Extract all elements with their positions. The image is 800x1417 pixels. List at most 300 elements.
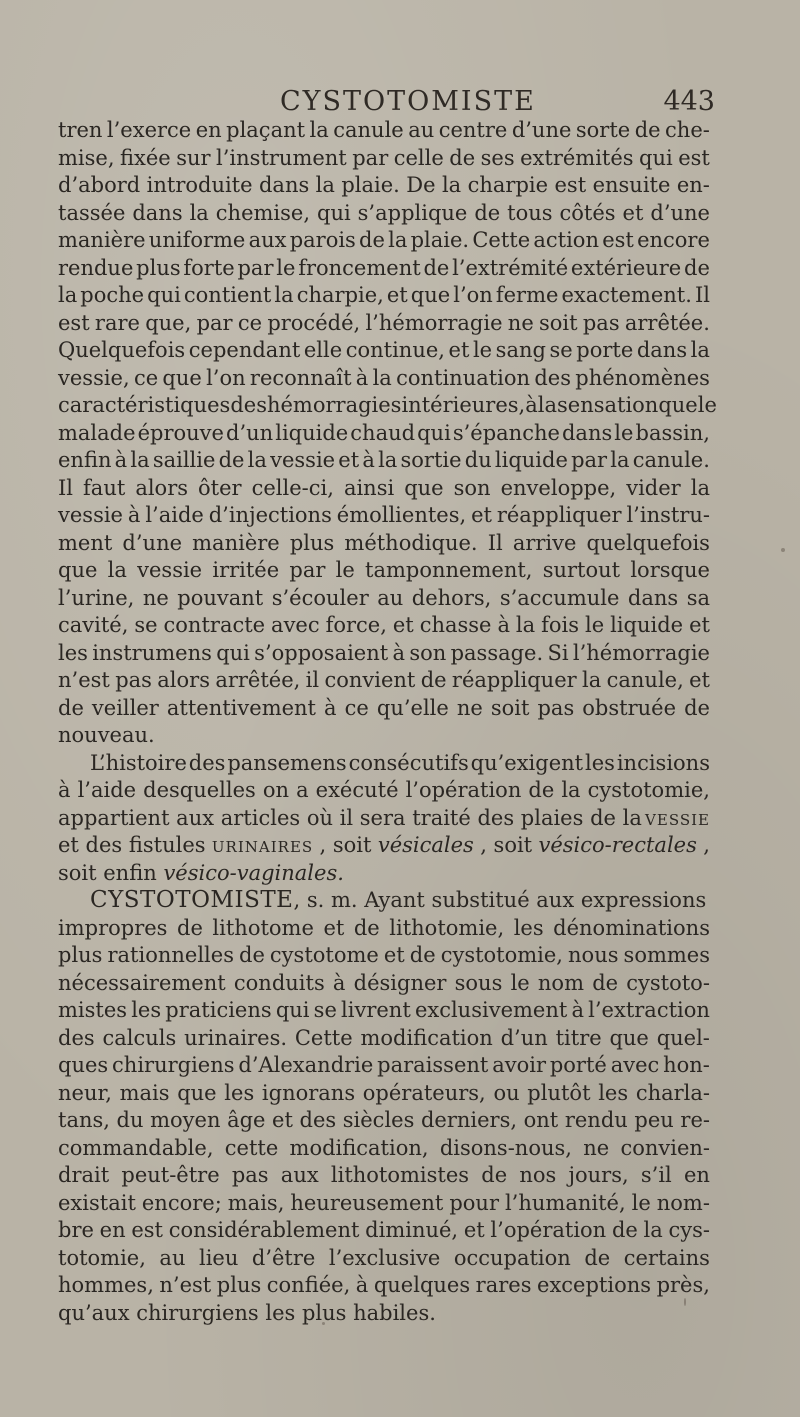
word: à bbox=[58, 778, 71, 802]
word: qui bbox=[317, 200, 351, 225]
word: exclusivement bbox=[414, 998, 568, 1022]
text-line-mixed bbox=[58, 832, 710, 860]
word: ne bbox=[456, 695, 483, 720]
word: tamponnement, bbox=[365, 558, 533, 582]
word: la bbox=[378, 448, 398, 472]
word: de bbox=[239, 943, 265, 967]
word: de bbox=[409, 943, 436, 967]
word: les bbox=[598, 1080, 629, 1105]
word: manière bbox=[192, 530, 280, 555]
word: l’instrument bbox=[216, 145, 347, 170]
text-line bbox=[58, 365, 710, 393]
word: sang bbox=[495, 338, 546, 362]
text-line bbox=[58, 585, 710, 613]
word: le bbox=[697, 393, 717, 417]
word: l’aide bbox=[77, 778, 137, 802]
text-line bbox=[58, 447, 710, 475]
word: hon- bbox=[663, 1053, 710, 1077]
word: impropres bbox=[58, 915, 168, 940]
word: caractéristiques bbox=[58, 393, 231, 417]
word: sous bbox=[454, 970, 503, 995]
word: Il bbox=[694, 283, 710, 307]
word: la bbox=[582, 668, 602, 692]
word: exceptions bbox=[537, 1273, 652, 1297]
text-run: appartient aux articles où il sera traité des plaies de la bbox=[58, 805, 642, 830]
word: derniers, bbox=[420, 1108, 518, 1132]
word: et bbox=[323, 915, 345, 940]
word: enveloppe, bbox=[500, 475, 617, 500]
word: à bbox=[332, 970, 346, 995]
word: l’urine, bbox=[58, 585, 135, 610]
text-line bbox=[58, 942, 710, 970]
running-head: CYSTOTOMISTE bbox=[280, 86, 536, 117]
word: ne bbox=[142, 585, 169, 610]
word: nom- bbox=[656, 1190, 710, 1215]
word: se bbox=[134, 613, 158, 637]
word: des bbox=[58, 1025, 95, 1050]
word: force, bbox=[325, 613, 387, 637]
word: Il bbox=[58, 475, 74, 500]
word: certains bbox=[623, 1245, 710, 1270]
word: intérieures, bbox=[401, 393, 526, 417]
word: rendue bbox=[58, 255, 134, 280]
word: en bbox=[683, 1163, 710, 1187]
word: charpie, bbox=[296, 283, 384, 307]
text-run: , soit bbox=[480, 833, 533, 857]
word: sortie bbox=[400, 448, 462, 472]
text-run: , soit bbox=[319, 833, 372, 857]
word: au bbox=[408, 118, 435, 142]
word: l’extraction bbox=[588, 998, 710, 1022]
word: soit bbox=[539, 310, 578, 335]
text-line bbox=[58, 1217, 710, 1245]
word: procédé, bbox=[267, 310, 361, 335]
word: forte bbox=[183, 255, 235, 280]
word: les bbox=[131, 998, 162, 1022]
word: est bbox=[58, 310, 90, 335]
word: jours, bbox=[568, 1163, 629, 1187]
word: qu’exigent bbox=[470, 750, 584, 775]
word: pouvant bbox=[177, 585, 264, 610]
word: se bbox=[313, 998, 337, 1022]
word: des bbox=[534, 365, 571, 390]
word: s’applique bbox=[357, 200, 468, 225]
word: avec bbox=[271, 613, 320, 637]
word: pas bbox=[582, 310, 620, 335]
word: siècles bbox=[342, 1108, 415, 1132]
text-line bbox=[58, 117, 710, 145]
word: de bbox=[528, 778, 555, 802]
word: dans bbox=[561, 420, 613, 445]
word: mais bbox=[119, 1080, 170, 1105]
word: tous bbox=[507, 200, 553, 225]
word: réappliquer bbox=[451, 668, 577, 692]
word: qu’elle bbox=[376, 695, 449, 720]
word: d’une bbox=[122, 530, 183, 555]
word: dénominations bbox=[553, 915, 710, 940]
word: et bbox=[448, 338, 470, 362]
word: ce bbox=[344, 695, 369, 720]
word: de bbox=[474, 200, 501, 225]
text-line bbox=[58, 1162, 710, 1190]
word: la bbox=[643, 1218, 663, 1242]
word: s’accumule bbox=[499, 585, 620, 610]
word: les bbox=[58, 640, 88, 665]
word: dans bbox=[258, 173, 310, 197]
word: lieu bbox=[198, 1245, 239, 1270]
word: le bbox=[585, 613, 605, 637]
word: du bbox=[116, 1108, 144, 1132]
word: cys- bbox=[668, 1218, 710, 1242]
word: encore; bbox=[141, 1190, 222, 1215]
word: d’injections bbox=[208, 503, 332, 527]
word: s’il bbox=[640, 1163, 672, 1187]
word: plus bbox=[58, 943, 103, 967]
word: parois bbox=[289, 228, 356, 252]
word: et bbox=[463, 1218, 485, 1242]
word: la bbox=[107, 558, 127, 582]
word: le bbox=[614, 420, 634, 445]
text-line bbox=[58, 1107, 710, 1135]
word: surtout bbox=[542, 558, 621, 582]
word: phénomènes bbox=[575, 365, 710, 390]
word: peu bbox=[634, 1108, 674, 1132]
text-line bbox=[58, 640, 710, 668]
word: la bbox=[690, 475, 710, 500]
word: Si bbox=[547, 640, 569, 665]
word: nos bbox=[519, 1163, 557, 1187]
word: d’une bbox=[511, 118, 572, 142]
word: extrémités bbox=[520, 145, 634, 170]
text-line bbox=[58, 612, 710, 640]
word: et bbox=[272, 1108, 293, 1132]
word: celle bbox=[393, 145, 444, 170]
text-line bbox=[58, 1080, 710, 1108]
word: son bbox=[453, 475, 491, 500]
text-line bbox=[58, 145, 710, 173]
word: les bbox=[513, 915, 544, 940]
word: L’histoire bbox=[90, 750, 187, 775]
word: reconnaît bbox=[249, 365, 352, 390]
word: près, bbox=[656, 1273, 710, 1297]
word: introduite bbox=[146, 173, 253, 197]
word: et bbox=[383, 943, 405, 967]
word: tren bbox=[58, 118, 103, 142]
word: l’exclusive bbox=[328, 1245, 441, 1270]
word: quelquefois bbox=[586, 530, 710, 555]
word: instrumens bbox=[92, 640, 212, 665]
word: se bbox=[549, 338, 573, 362]
word: éprouve bbox=[137, 420, 224, 445]
word: le bbox=[276, 255, 296, 280]
word: d’être bbox=[251, 1245, 316, 1270]
text-line bbox=[58, 1245, 710, 1273]
word: plaie. bbox=[341, 173, 400, 197]
word: centre bbox=[438, 118, 508, 142]
text-line bbox=[58, 1135, 710, 1163]
word: continue, bbox=[345, 338, 445, 362]
word: il bbox=[305, 668, 320, 692]
word: paraissent bbox=[377, 1053, 489, 1077]
word: ensuite bbox=[592, 173, 671, 197]
word: rendu bbox=[564, 1108, 628, 1132]
word: ce bbox=[133, 365, 159, 390]
italic-term: vésicales bbox=[377, 833, 474, 857]
word: est bbox=[602, 228, 634, 252]
word: enfin bbox=[58, 448, 112, 472]
word: côtés bbox=[559, 200, 616, 225]
word: que bbox=[404, 475, 444, 500]
word: pansemens bbox=[227, 750, 347, 775]
word: à bbox=[355, 1273, 369, 1297]
word: rationnelles bbox=[107, 943, 234, 967]
word: charpie bbox=[467, 173, 549, 197]
word: vessie bbox=[58, 503, 123, 527]
page-number: 443 bbox=[663, 86, 715, 117]
word: sorte bbox=[575, 118, 631, 142]
word: l’hémorragie bbox=[365, 310, 503, 335]
word: liquide bbox=[494, 448, 568, 472]
word: par bbox=[196, 310, 233, 335]
word: faut bbox=[83, 475, 126, 500]
word: calculs bbox=[102, 1025, 177, 1050]
word: heureusement bbox=[290, 1190, 444, 1215]
entry-first-line bbox=[58, 887, 710, 915]
word: tassée bbox=[58, 200, 126, 225]
word: de bbox=[58, 695, 84, 720]
word: titre bbox=[555, 1025, 602, 1050]
word: la bbox=[247, 448, 267, 472]
word: ment bbox=[58, 530, 113, 555]
text-line bbox=[58, 475, 710, 503]
text-line bbox=[58, 557, 710, 585]
word: plaçant bbox=[226, 118, 306, 142]
word: la bbox=[441, 173, 462, 197]
word: plutôt bbox=[527, 1080, 591, 1105]
word: et bbox=[386, 283, 408, 307]
word: à bbox=[127, 503, 141, 527]
word: l’opération bbox=[490, 1218, 607, 1242]
word: mais, bbox=[227, 1190, 285, 1215]
word: disons-nous, bbox=[439, 1135, 572, 1160]
text-line bbox=[58, 502, 710, 530]
word: fois bbox=[541, 613, 580, 637]
word: que bbox=[410, 283, 451, 307]
word: ont bbox=[523, 1108, 559, 1132]
word: à bbox=[114, 448, 128, 472]
word: vessie bbox=[137, 558, 203, 582]
word: lorsque bbox=[630, 558, 710, 582]
word: vider bbox=[626, 475, 681, 500]
word: confiée, bbox=[266, 1273, 351, 1297]
word: encore bbox=[637, 228, 710, 252]
word: d’un bbox=[500, 1025, 548, 1050]
entry-headword: CYSTOTOMISTE bbox=[90, 887, 294, 913]
word: canule. bbox=[632, 448, 710, 472]
word: tans, bbox=[58, 1108, 110, 1132]
text-line bbox=[58, 310, 710, 338]
word: que bbox=[177, 1080, 217, 1105]
word: aux bbox=[248, 228, 287, 252]
word: et bbox=[471, 503, 492, 527]
word: porté bbox=[549, 1053, 607, 1077]
word: on bbox=[262, 778, 290, 802]
word: les bbox=[585, 750, 615, 775]
word: de bbox=[634, 118, 661, 142]
word: la bbox=[58, 283, 78, 307]
text-line bbox=[58, 337, 710, 365]
word: à bbox=[497, 613, 510, 637]
word: n’est bbox=[58, 668, 110, 692]
text-run: soit enfin bbox=[58, 860, 157, 885]
word: réappliquer bbox=[496, 503, 622, 527]
word: cystotome bbox=[269, 943, 379, 967]
paragraph-hemorrhage bbox=[58, 117, 717, 750]
word: de bbox=[359, 228, 385, 252]
word: âge bbox=[227, 1108, 266, 1132]
word: par bbox=[289, 558, 326, 582]
text-line bbox=[58, 1190, 710, 1218]
word: la bbox=[130, 448, 150, 472]
word: chasse bbox=[419, 613, 492, 637]
body-text bbox=[58, 117, 717, 1327]
word: qui bbox=[639, 145, 673, 170]
word: en bbox=[99, 1218, 126, 1242]
word: méthodique. bbox=[344, 530, 478, 555]
word: elle bbox=[303, 338, 343, 362]
word: obstruée bbox=[582, 695, 677, 720]
word: en bbox=[195, 118, 222, 142]
word: diminué, bbox=[365, 1218, 459, 1242]
text-line-end: nouveau. bbox=[58, 723, 155, 747]
word: drait bbox=[58, 1163, 110, 1187]
word: De bbox=[406, 173, 436, 197]
word: continuation bbox=[396, 365, 531, 390]
text-line bbox=[58, 200, 710, 228]
text-run: et des fistules bbox=[58, 833, 206, 857]
word: arrêtée, bbox=[215, 668, 301, 692]
word: incisions bbox=[616, 750, 710, 775]
word: desquelles bbox=[143, 778, 256, 802]
word: au bbox=[159, 1245, 186, 1270]
word: cavité, bbox=[58, 613, 129, 637]
word: à bbox=[324, 695, 337, 720]
word: et bbox=[392, 613, 414, 637]
word: par bbox=[571, 448, 608, 472]
word: de bbox=[481, 1163, 508, 1187]
word: quelques bbox=[373, 1273, 471, 1297]
word: qui bbox=[216, 640, 250, 665]
word: nécessairement bbox=[58, 970, 226, 995]
word: exécuté bbox=[315, 778, 399, 802]
word: le bbox=[335, 558, 355, 582]
word: sur bbox=[176, 145, 211, 170]
word: liquide bbox=[610, 613, 684, 637]
word: alors bbox=[157, 668, 210, 692]
word: la bbox=[189, 200, 209, 225]
word: l’opération bbox=[405, 778, 522, 802]
text-line bbox=[58, 420, 710, 448]
word: à bbox=[392, 640, 406, 665]
paper-speck bbox=[781, 548, 785, 552]
word: à bbox=[355, 365, 369, 390]
word: n’est bbox=[159, 1273, 212, 1297]
word: ne bbox=[507, 310, 534, 335]
word: l’aide bbox=[145, 503, 204, 527]
word: moyen bbox=[150, 1108, 221, 1132]
word: lithotomistes bbox=[330, 1163, 470, 1187]
word: convient bbox=[324, 668, 416, 692]
word: les bbox=[224, 1080, 255, 1105]
word: alors bbox=[135, 475, 189, 500]
word: canule, bbox=[606, 668, 684, 692]
word: contracte bbox=[163, 613, 266, 637]
text-line-end: qu’aux chirurgiens les plus habiles. bbox=[58, 1300, 436, 1325]
word: cystotomie, bbox=[587, 778, 710, 802]
word: Cette bbox=[472, 228, 531, 252]
word: pas bbox=[537, 695, 575, 720]
word: dans bbox=[636, 338, 688, 362]
word: cystotomie, bbox=[440, 943, 563, 967]
text-line bbox=[58, 227, 710, 255]
word: la bbox=[309, 118, 329, 142]
text-line bbox=[58, 997, 710, 1025]
word: le bbox=[472, 338, 493, 362]
word: plus bbox=[216, 1273, 262, 1297]
word: la bbox=[372, 365, 392, 390]
word: opérateurs, bbox=[362, 1080, 486, 1105]
word: s’épanche bbox=[452, 420, 560, 445]
paragraph-dressings bbox=[58, 750, 710, 888]
word: l’extrémité bbox=[452, 255, 569, 280]
text-line bbox=[58, 530, 710, 558]
word: la bbox=[274, 283, 294, 307]
word: la bbox=[561, 778, 581, 802]
word: quel- bbox=[656, 1025, 710, 1050]
word: de bbox=[684, 695, 710, 720]
word: chemise, bbox=[215, 200, 311, 225]
word: bre bbox=[58, 1218, 94, 1242]
word: Il bbox=[487, 530, 503, 555]
word: plus bbox=[136, 255, 181, 280]
word: occupation bbox=[453, 1245, 571, 1270]
word: mise, bbox=[58, 145, 115, 170]
word: action bbox=[533, 228, 599, 252]
word: par bbox=[237, 255, 274, 280]
word: chaud bbox=[350, 420, 416, 445]
word: malade bbox=[58, 420, 136, 445]
text-line bbox=[58, 970, 710, 998]
entry-grammar: , s. m. Ayant substitué aux expressions bbox=[293, 888, 707, 912]
text-line bbox=[58, 1052, 710, 1080]
word: hommes, bbox=[58, 1273, 154, 1297]
word: est bbox=[131, 1218, 163, 1242]
text-line bbox=[58, 667, 710, 695]
word: sommes bbox=[623, 943, 710, 967]
word: l’exerce bbox=[106, 118, 192, 142]
word: vessie bbox=[270, 448, 336, 472]
word: de bbox=[449, 145, 476, 170]
word: nous bbox=[568, 943, 619, 967]
word: charla- bbox=[635, 1080, 710, 1105]
word: cependant bbox=[188, 338, 301, 362]
word: l’instru- bbox=[626, 503, 710, 527]
word: chirurgiens bbox=[112, 1053, 235, 1077]
word: et bbox=[338, 448, 360, 472]
word: livrent bbox=[341, 998, 411, 1022]
word: la bbox=[690, 338, 710, 362]
paper-speck bbox=[322, 1322, 325, 1325]
